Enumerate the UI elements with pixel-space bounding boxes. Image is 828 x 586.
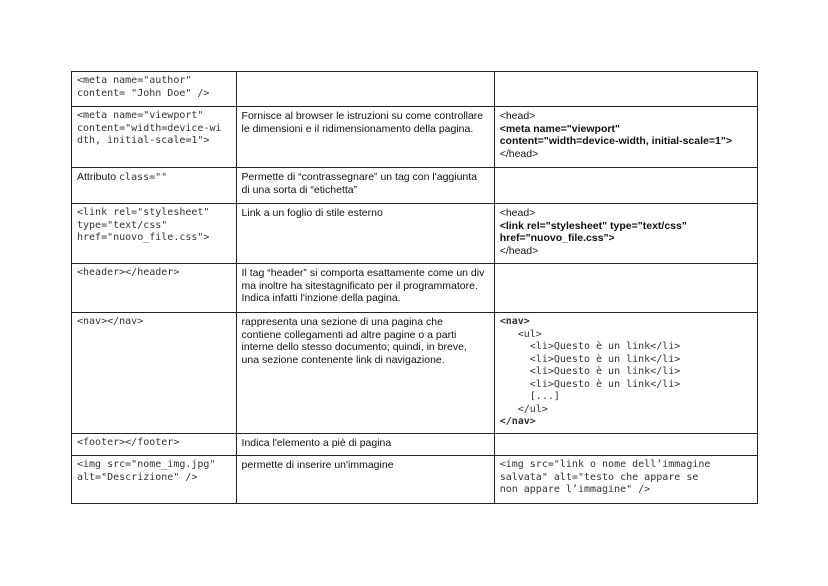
table-row-footer-tag: [72, 434, 758, 456]
description-cell: [236, 313, 494, 434]
tag-cell: [72, 107, 237, 168]
tag-code: <meta name="viewport" content="width=device-wi dth, initial-scale=1">: [77, 110, 222, 146]
example-cell: [494, 434, 757, 456]
description-cell: [236, 434, 494, 456]
tag-code: <img src="nome_img.jpg" alt="Descrizione" />: [77, 459, 216, 483]
tag-code: <footer></footer>: [77, 437, 180, 448]
description-text: Permette di “contrassegnare” un tag con l'aggiunta di una sorta di “etichetta”: [241, 171, 478, 196]
table-row-link-stylesheet: [72, 204, 758, 264]
table-row-class-attribute: [72, 168, 758, 204]
description-text: Fornisce al browser le istruzioni su come controllare le dimensioni e il ridimensionamento della pagina.: [241, 110, 484, 135]
description-cell: [236, 168, 494, 204]
tag-code: <link rel="stylesheet" type="text/css" href="nuovo_file.css">: [77, 207, 210, 243]
description-cell: [236, 456, 494, 504]
tag-cell: [72, 313, 237, 434]
tag-cell: [72, 168, 237, 204]
tag-code: Attributo class="": [77, 171, 168, 183]
description-cell: [236, 264, 494, 313]
tag-cell: [72, 72, 237, 107]
description-text: Indica l'elemento a piè di pagina: [241, 437, 392, 449]
tag-cell: [72, 264, 237, 313]
example-cell: [494, 72, 757, 107]
description-cell: [236, 72, 494, 107]
example-cell: [494, 313, 757, 434]
example-cell: [494, 168, 757, 204]
table-row-header-tag: [72, 264, 758, 313]
description-cell: [236, 204, 494, 264]
example-cell: [494, 456, 757, 504]
example-cell: [494, 264, 757, 313]
table-row-nav-tag: [72, 313, 758, 434]
tag-code: <meta name="author" content= "John Doe" />: [77, 75, 210, 99]
tag-cell: [72, 204, 237, 264]
description-text: rappresenta una sezione di una pagina che contiene collegamenti ad altre pagine o a parti interne dello stesso documento; quindi, in breve, una sezione contenente link di navigazione.: [241, 316, 467, 366]
html-reference-table: [71, 71, 758, 504]
example-cell: [494, 107, 757, 168]
tag-code: <header></header>: [77, 267, 180, 278]
table-row-meta-viewport: [72, 107, 758, 168]
description-cell: [236, 107, 494, 168]
table-row-img-tag: [72, 456, 758, 504]
example-code: <img src="link o nome dell’immagine salvata" alt="testo che appare se non appare l’immagine" />: [499, 459, 711, 495]
table-row-meta-author: [72, 72, 758, 107]
tag-cell: [72, 456, 237, 504]
tag-code: <nav></nav>: [77, 316, 144, 327]
description-text: Il tag “header” si comporta esattamente come un div ma inoltre ha sitestagnificato per il programmatore. Indica infatti l'inzione della pagina.: [241, 267, 485, 304]
description-text: permette di inserire un'immagine: [241, 459, 394, 471]
example-cell: [494, 204, 757, 264]
example-code: <head> <meta name="viewport" content="width=device-width, initial-scale=1"> </head>: [499, 110, 732, 160]
description-text: Link a un foglio di stile esterno: [241, 207, 383, 219]
tag-cell: [72, 434, 237, 456]
example-code: <head> <link rel="stylesheet" type="text/css" href="nuovo_file.css"> </head>: [499, 207, 687, 257]
example-code: <nav> <ul> <li>Questo è un link</li> <li>Questo è un link</li> <li>Questo è un link</li> <li>Questo è un link</li> [...] </ul> </nav>: [499, 316, 681, 427]
